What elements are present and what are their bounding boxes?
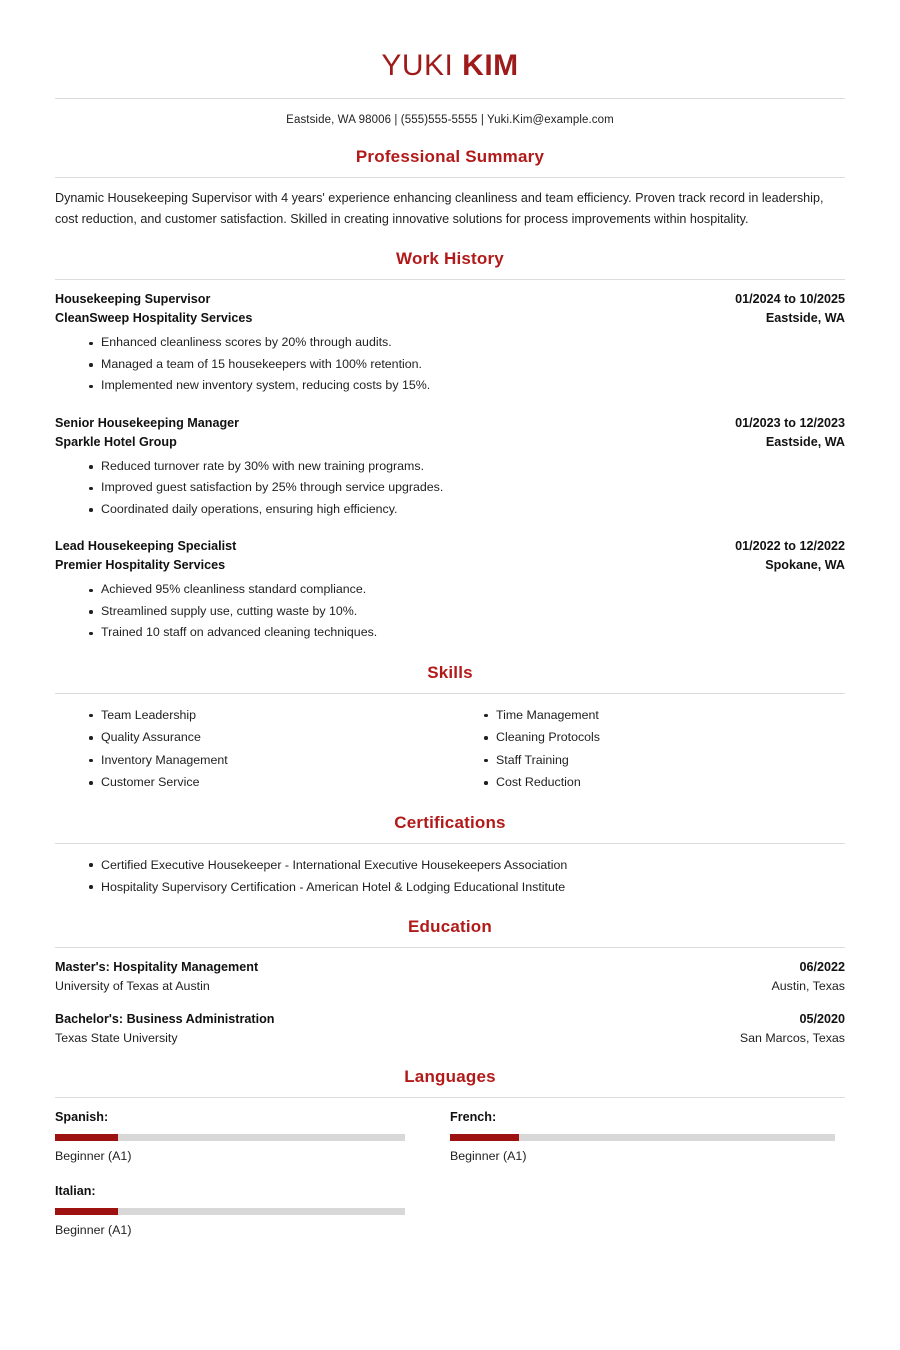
first-name: YUKI [381, 49, 463, 82]
job-bullet-list [55, 579, 845, 644]
education-date: 05/2020 [799, 1011, 845, 1026]
section-skills [55, 662, 845, 794]
skill-item: Team Leadership [55, 704, 450, 727]
page-title [55, 48, 845, 84]
job-bullet: Streamlined supply use, cutting waste by 10%. [55, 601, 845, 623]
skills-column-right [450, 704, 845, 794]
section-title-summary: Professional Summary [355, 147, 545, 166]
education-location: Austin, Texas [771, 978, 845, 993]
language-level: Beginner (A1) [450, 1148, 527, 1163]
job-bullet-list [55, 456, 845, 521]
work-entry [55, 290, 845, 397]
certification-list [55, 854, 845, 898]
job-bullet-list [55, 332, 845, 397]
education-entry [55, 958, 845, 996]
section-work-history [55, 248, 845, 644]
section-title-skills: Skills [427, 662, 473, 682]
summary-text: Dynamic Housekeeping Supervisor with 4 years' experience enhancing cleanliness and team efficiency. Proven track record in leadership, cost reduction, and customer satisfaction. Skilled in creating innovative solutions for process improvements within hospitality. [55, 191, 824, 226]
section-certifications [55, 812, 845, 898]
education-entry [55, 1010, 845, 1048]
skill-item: Customer Service [55, 771, 450, 794]
language-name: French: [450, 1109, 497, 1124]
language-proficiency-bar [55, 1134, 405, 1141]
skills-columns [55, 704, 845, 794]
header-divider [55, 98, 845, 99]
language-name: Italian: [55, 1183, 96, 1198]
language-proficiency-fill [55, 1208, 118, 1215]
section-title-certifications: Certifications [394, 812, 506, 832]
section-title-languages: Languages [404, 1066, 496, 1086]
contact-line: Eastside, WA 98006 | (555)555-5555 | Yuki.Kim@example.com [286, 114, 614, 126]
section-divider [55, 279, 845, 280]
section-divider [55, 947, 845, 948]
section-languages [55, 1066, 845, 1256]
job-bullet: Achieved 95% cleanliness standard compliance. [55, 579, 845, 601]
language-level: Beginner (A1) [55, 1148, 132, 1163]
education-location: San Marcos, Texas [739, 1030, 845, 1045]
job-company: Premier Hospitality Services [55, 558, 226, 572]
language-level: Beginner (A1) [55, 1222, 132, 1237]
section-divider [55, 843, 845, 844]
job-bullet: Enhanced cleanliness scores by 20% through audits. [55, 332, 845, 354]
skill-item: Cost Reduction [450, 771, 845, 794]
last-name: KIM [462, 49, 519, 82]
section-title-education: Education [408, 916, 492, 936]
language-proficiency-bar [55, 1208, 405, 1215]
job-title: Senior Housekeeping Manager [55, 415, 240, 430]
skill-item: Quality Assurance [55, 726, 450, 749]
skills-column-left [55, 704, 450, 794]
job-bullet: Managed a team of 15 housekeepers with 100% retention. [55, 354, 845, 376]
education-degree: Bachelor's: Business Administration [55, 1011, 275, 1026]
skill-item: Time Management [450, 704, 845, 727]
job-dates: 01/2023 to 12/2023 [735, 415, 845, 430]
job-location: Spokane, WA [765, 558, 845, 572]
job-company: CleanSweep Hospitality Services [55, 311, 253, 325]
language-grid [55, 1108, 845, 1256]
language-item [55, 1108, 450, 1166]
section-education [55, 916, 845, 1048]
job-title: Lead Housekeeping Specialist [55, 539, 237, 553]
skill-item: Cleaning Protocols [450, 726, 845, 749]
job-bullet: Reduced turnover rate by 30% with new training programs. [55, 456, 845, 478]
language-proficiency-fill [55, 1134, 118, 1141]
language-name: Spanish: [55, 1109, 109, 1124]
section-divider [55, 177, 845, 178]
job-location: Eastside, WA [765, 311, 845, 325]
language-proficiency-bar [450, 1134, 835, 1141]
job-dates: 01/2022 to 12/2022 [735, 539, 845, 553]
language-item [450, 1108, 845, 1166]
job-title: Housekeeping Supervisor [55, 292, 211, 306]
job-bullet: Trained 10 staff on advanced cleaning techniques. [55, 622, 845, 644]
job-dates: 01/2024 to 10/2025 [735, 292, 845, 306]
certification-item: Certified Executive Housekeeper - International Executive Housekeepers Association [55, 854, 845, 876]
language-proficiency-fill [450, 1134, 519, 1141]
section-title-work-history: Work History [396, 249, 504, 268]
section-divider [55, 1097, 845, 1098]
job-bullet: Coordinated daily operations, ensuring high efficiency. [55, 499, 845, 521]
education-school: Texas State University [55, 1030, 178, 1045]
language-item [55, 1182, 450, 1240]
job-bullet: Implemented new inventory system, reducing costs by 15%. [55, 375, 845, 397]
job-bullet: Improved guest satisfaction by 25% through service upgrades. [55, 477, 845, 499]
skill-item: Inventory Management [55, 749, 450, 772]
section-divider [55, 693, 845, 694]
education-school: University of Texas at Austin [55, 978, 210, 993]
certification-item: Hospitality Supervisory Certification - American Hotel & Lodging Educational Institute [55, 876, 845, 898]
job-company: Sparkle Hotel Group [55, 434, 177, 449]
education-date: 06/2022 [799, 959, 845, 974]
section-professional-summary [55, 146, 845, 230]
education-degree: Master's: Hospitality Management [55, 959, 259, 974]
work-entry [55, 537, 845, 644]
job-location: Eastside, WA [765, 434, 845, 449]
work-entry [55, 414, 845, 521]
skill-item: Staff Training [450, 749, 845, 772]
